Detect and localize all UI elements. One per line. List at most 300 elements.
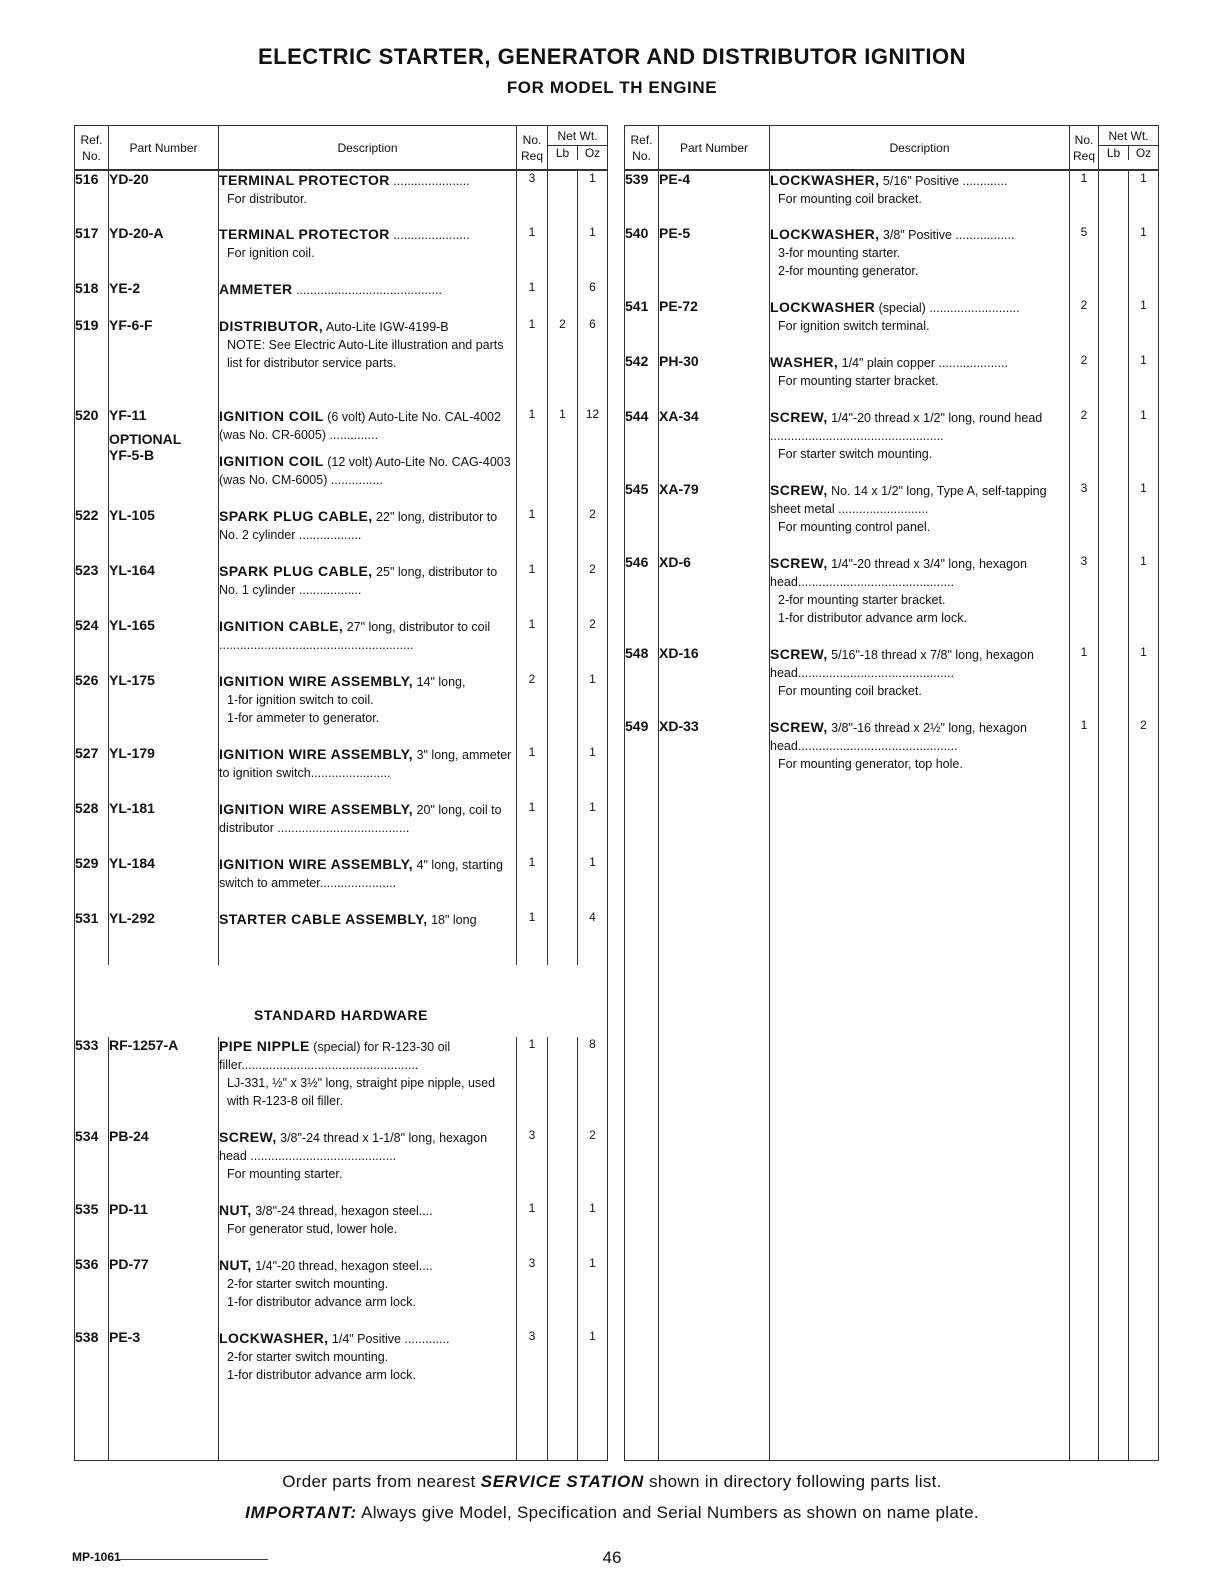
item-detail: 3/8"-24 thread, hexagon steel....: [255, 1204, 433, 1218]
weight-oz: 2: [578, 617, 608, 672]
weight-oz: 6: [578, 317, 608, 407]
quantity-required: 3: [517, 1128, 548, 1201]
table-row: [75, 225, 608, 280]
weight-oz: 1: [578, 1256, 608, 1329]
description-line: [219, 1201, 516, 1220]
item-name: IGNITION CABLE,: [219, 618, 344, 634]
part-number-value: PD-77: [109, 1256, 149, 1272]
item-detail: 1/4" plain copper ....................: [841, 356, 1008, 370]
alt-item-name: IGNITION COIL: [219, 453, 324, 469]
col-oz: Oz: [1135, 146, 1152, 160]
part-number: [109, 562, 219, 617]
weight-oz: 1: [578, 745, 608, 800]
table-row: [625, 481, 1159, 554]
item-detail: 1/4" Positive .............: [331, 1332, 450, 1346]
quantity-required: 1: [517, 507, 548, 562]
part-number-value: YD-20-A: [109, 225, 164, 241]
part-number-value: XD-6: [659, 554, 691, 570]
item-name: IGNITION WIRE ASSEMBLY,: [219, 856, 414, 872]
item-name: IGNITION WIRE ASSEMBLY,: [219, 801, 414, 817]
quantity-required: 1: [517, 407, 548, 507]
alt-description-line: [219, 452, 516, 489]
description: [219, 672, 517, 745]
description: [770, 554, 1070, 645]
description-line: [219, 1128, 516, 1165]
item-name: SCREW,: [770, 646, 828, 662]
table-row: [75, 855, 608, 910]
part-number: [109, 910, 219, 965]
order-note-pre: Order parts from nearest: [282, 1472, 476, 1491]
item-note: 2-for starter switch mounting.: [227, 1277, 389, 1291]
description-line: [219, 910, 516, 929]
col-lb: Lb: [1099, 146, 1129, 160]
item-name: IGNITION WIRE ASSEMBLY,: [219, 673, 414, 689]
ref-number: 526: [75, 672, 109, 745]
part-number: [659, 408, 770, 481]
description-line: [770, 645, 1069, 682]
weight-lb: [1099, 718, 1129, 1461]
quantity-required: 1: [517, 855, 548, 910]
ref-number: 534: [75, 1128, 109, 1201]
item-detail: 1/4"-20 thread x 3/4" long, hexagon head.............................................: [770, 557, 1027, 589]
item-detail: 27" long, distributor to coil ........................................................: [219, 620, 491, 652]
ref-number: 528: [75, 800, 109, 855]
page-subtitle: FOR MODEL TH ENGINE: [506, 78, 718, 97]
weight-oz: 1: [578, 672, 608, 745]
weight-oz: 1: [578, 170, 608, 225]
weight-oz: 2: [578, 562, 608, 617]
item-name: TERMINAL PROTECTOR: [219, 172, 390, 188]
description: [219, 1256, 517, 1329]
part-number-value: XA-34: [659, 408, 699, 424]
weight-lb: [548, 280, 578, 317]
description-line: [219, 1256, 516, 1275]
description: [770, 645, 1070, 718]
part-number: [109, 317, 219, 407]
page-title: ELECTRIC STARTER, GENERATOR AND DISTRIBUTOR IGNITION: [257, 44, 966, 69]
part-number-value: YL-105: [109, 507, 155, 523]
important-text: Always give Model, Specification and Serial Numbers as shown on name plate.: [361, 1503, 979, 1522]
item-name: PIPE NIPPLE: [219, 1038, 310, 1054]
quantity-required: 2: [1070, 298, 1099, 353]
weight-oz: 1: [1129, 554, 1159, 645]
table-row: [75, 280, 608, 317]
parts-table-right: [624, 125, 1159, 1461]
quantity-required: 1: [517, 562, 548, 617]
description-line: [219, 1329, 516, 1348]
quantity-required: 1: [517, 745, 548, 800]
item-note: 2-for mounting starter bracket.: [778, 593, 946, 607]
quantity-required: 1: [517, 225, 548, 280]
weight-lb: [548, 507, 578, 562]
description-line: [770, 353, 1069, 372]
weight-oz: 8: [578, 1037, 608, 1128]
item-name: SCREW,: [770, 482, 828, 498]
weight-lb: [548, 672, 578, 745]
part-number: [109, 800, 219, 855]
ref-number: 542: [625, 353, 659, 408]
weight-oz: 1: [1129, 353, 1159, 408]
quantity-required: 1: [517, 280, 548, 317]
table-row: [75, 170, 608, 225]
col-part-number: Part Number: [109, 126, 219, 171]
table-row: [625, 718, 1159, 1461]
weight-lb: [548, 617, 578, 672]
description: [219, 1128, 517, 1201]
item-note: 3-for mounting starter.: [778, 246, 901, 260]
weight-lb: [548, 910, 578, 965]
item-note: For mounting coil bracket.: [778, 192, 922, 206]
part-number-value: XD-33: [659, 718, 699, 734]
item-note: 1-for distributor advance arm lock.: [778, 611, 967, 625]
weight-lb: [1099, 298, 1129, 353]
item-detail: ......................: [393, 174, 470, 188]
part-number-value: YE-2: [109, 280, 141, 296]
part-number-value: YL-175: [109, 672, 155, 688]
weight-oz: 1: [578, 1201, 608, 1256]
col-ref: Ref. No.: [625, 126, 659, 171]
item-detail: (special) ..........................: [878, 301, 1020, 315]
part-number-value: PB-24: [109, 1128, 149, 1144]
description-line: [219, 225, 516, 244]
table-row: [625, 353, 1159, 408]
ref-number: 533: [75, 1037, 109, 1128]
item-detail: (special) for R-123-30 oil filler...................................................: [219, 1040, 451, 1072]
ref-number: 536: [75, 1256, 109, 1329]
weight-oz: 1: [1129, 408, 1159, 481]
weight-oz: 4: [578, 910, 608, 965]
ref-number: 518: [75, 280, 109, 317]
quantity-required: 1: [1070, 718, 1099, 1461]
item-note: For generator stud, lower hole.: [227, 1222, 398, 1236]
part-number-value: RF-1257-A: [109, 1037, 179, 1053]
item-note: For mounting starter bracket.: [778, 374, 939, 388]
weight-oz: 1: [1129, 170, 1159, 225]
item-detail: Auto-Lite IGW-4199-B: [325, 320, 449, 334]
description-line: [219, 672, 516, 691]
item-name: SCREW,: [770, 555, 828, 571]
part-number-value: YL-181: [109, 800, 155, 816]
part-number: [109, 170, 219, 225]
description: [770, 298, 1070, 353]
table-row: [625, 298, 1159, 353]
important-label: IMPORTANT:: [245, 1503, 357, 1522]
ref-number: 546: [625, 554, 659, 645]
weight-lb: [1099, 481, 1129, 554]
col-req: No. Req: [517, 126, 548, 171]
item-detail: 18" long: [431, 913, 477, 927]
weight-lb: [548, 1037, 578, 1128]
item-detail: (6 volt) Auto-Lite No. CAL-4002 (was No. CR-6005) ..............: [219, 410, 501, 442]
item-note: 1-for ignition switch to coil.: [227, 693, 374, 707]
weight-oz: 2: [578, 1128, 608, 1201]
part-number: [659, 298, 770, 353]
item-detail: 3" long, ammeter to ignition switch.......................: [219, 748, 512, 780]
item-detail: 20" long, coil to distributor ......................................: [219, 803, 502, 835]
description: [219, 170, 517, 225]
quantity-required: 1: [517, 617, 548, 672]
description: [219, 507, 517, 562]
part-number: [109, 225, 219, 280]
description-line: [219, 1037, 516, 1074]
quantity-required: 5: [1070, 225, 1099, 298]
description: [770, 481, 1070, 554]
table-row: [625, 645, 1159, 718]
weight-lb: [548, 1256, 578, 1329]
part-number: [109, 855, 219, 910]
item-note: For ignition coil.: [227, 246, 315, 260]
description: [219, 1201, 517, 1256]
table-row: [75, 800, 608, 855]
col-net-wt-label: Net Wt.: [1108, 129, 1149, 143]
quantity-required: 3: [1070, 481, 1099, 554]
description-line: [770, 408, 1069, 445]
description-line: [770, 298, 1069, 317]
part-number-value: PE-3: [109, 1329, 141, 1345]
part-number-value: PE-4: [659, 171, 691, 187]
description: [219, 855, 517, 910]
item-detail: 5/16"-18 thread x 7/8" long, hexagon head.............................................: [770, 648, 1034, 680]
item-note: 2-for mounting generator.: [778, 264, 919, 278]
description: [219, 617, 517, 672]
item-name: AMMETER: [219, 281, 293, 297]
part-number: [109, 280, 219, 317]
weight-oz: 2: [578, 507, 608, 562]
part-number: [659, 170, 770, 225]
ref-number: 529: [75, 855, 109, 910]
weight-lb: [548, 1128, 578, 1201]
col-part-number: Part Number: [659, 126, 770, 171]
description-line: [219, 562, 516, 599]
quantity-required: 1: [517, 1037, 548, 1128]
item-note: NOTE: See Electric Auto-Lite illustration and parts list for distributor service parts.: [227, 338, 504, 370]
part-number: [109, 507, 219, 562]
ref-number: 516: [75, 170, 109, 225]
description-line: [219, 171, 516, 190]
quantity-required: 1: [517, 910, 548, 965]
item-detail: 3/8" Positive .................: [882, 228, 1015, 242]
table-row: [75, 1128, 608, 1201]
item-name: IGNITION COIL: [219, 408, 324, 424]
description: [219, 280, 517, 317]
item-detail: 1/4"-20 thread, hexagon steel....: [255, 1259, 433, 1273]
table-row: [75, 672, 608, 745]
weight-oz: 12: [578, 407, 608, 507]
part-number: [659, 554, 770, 645]
weight-oz: 1: [1129, 481, 1159, 554]
ref-number: 531: [75, 910, 109, 965]
part-number: [109, 617, 219, 672]
quantity-required: 1: [1070, 170, 1099, 225]
item-note: For starter switch mounting.: [778, 447, 933, 461]
parts-table-left: [74, 125, 608, 1461]
weight-oz: 1: [578, 1329, 608, 1461]
item-detail: 3/8"-24 thread x 1-1/8" long, hexagon head ..........................................: [219, 1131, 488, 1163]
part-number-value: PE-72: [659, 298, 698, 314]
section-heading: STANDARD HARDWARE: [253, 1007, 429, 1023]
description: [219, 317, 517, 407]
ref-number: 539: [625, 170, 659, 225]
col-ref: Ref. No.: [75, 126, 109, 171]
weight-lb: [548, 170, 578, 225]
quantity-required: 1: [517, 800, 548, 855]
important-note: [0, 1503, 1224, 1523]
weight-lb: [548, 1329, 578, 1461]
weight-lb: [1099, 225, 1129, 298]
table-row: [75, 1201, 608, 1256]
part-number-value: YD-20: [109, 171, 149, 187]
item-name: LOCKWASHER,: [770, 226, 880, 242]
col-description: Description: [219, 126, 517, 171]
col-net-wt: [1099, 126, 1159, 171]
quantity-required: 3: [517, 170, 548, 225]
table-row: [75, 745, 608, 800]
item-detail: 1/4"-20 thread x 1/2" long, round head ..................................................: [770, 411, 1043, 443]
table-row: [625, 554, 1159, 645]
description-line: [219, 855, 516, 892]
weight-lb: [1099, 170, 1129, 225]
weight-oz: 2: [1129, 718, 1159, 1461]
item-note: For mounting starter.: [227, 1167, 343, 1181]
weight-oz: 1: [1129, 225, 1159, 298]
ref-number: 523: [75, 562, 109, 617]
part-number-value: PD-11: [109, 1201, 148, 1217]
description-line: [219, 280, 516, 299]
order-note: [0, 1472, 1224, 1492]
table-row: [75, 617, 608, 672]
description: [770, 225, 1070, 298]
part-number: [109, 1201, 219, 1256]
part-number-value: YL-164: [109, 562, 155, 578]
item-note: LJ-331, ½" x 3½" long, straight pipe nipple, used with R-123-8 oil filler.: [227, 1076, 496, 1108]
description: [770, 718, 1070, 1461]
part-number: [659, 481, 770, 554]
quantity-required: 2: [1070, 353, 1099, 408]
item-name: LOCKWASHER: [770, 299, 876, 315]
item-name: TERMINAL PROTECTOR: [219, 226, 390, 242]
table-row: [75, 407, 608, 507]
weight-lb: [548, 855, 578, 910]
part-number-value: XA-79: [659, 481, 699, 497]
item-name: SCREW,: [770, 409, 828, 425]
part-number-value: PE-5: [659, 225, 691, 241]
optional-label: OPTIONAL: [109, 431, 182, 447]
section-heading-cell: [75, 965, 608, 1037]
description: [219, 800, 517, 855]
ref-number: 540: [625, 225, 659, 298]
weight-lb: 2: [548, 317, 578, 407]
description: [770, 170, 1070, 225]
part-number-value: YL-165: [109, 617, 155, 633]
document-code: MP-1061: [72, 1550, 121, 1564]
col-description: Description: [770, 126, 1070, 171]
table-row: [625, 408, 1159, 481]
item-detail: 22" long, distributor to No. 2 cylinder ..................: [219, 510, 498, 542]
item-note: 1-for ammeter to generator.: [227, 711, 380, 725]
alt-item-detail: (12 volt) Auto-Lite No. CAG-4003 (was No. CM-6005) ...............: [219, 455, 511, 487]
service-station-label: SERVICE STATION: [480, 1472, 645, 1491]
quantity-required: 1: [517, 317, 548, 407]
table-row: [75, 562, 608, 617]
ref-number: 520: [75, 407, 109, 507]
ref-number: 538: [75, 1329, 109, 1461]
item-name: NUT,: [219, 1257, 252, 1273]
description-line: [219, 317, 516, 336]
quantity-required: 3: [517, 1329, 548, 1461]
ref-number: 522: [75, 507, 109, 562]
description: [219, 1329, 517, 1461]
col-req: No. Req: [1070, 126, 1099, 171]
col-oz: Oz: [584, 146, 601, 160]
description-line: [219, 407, 516, 444]
description-line: [770, 554, 1069, 591]
item-detail: 4" long, starting switch to ammeter......................: [219, 858, 503, 890]
description: [219, 225, 517, 280]
weight-lb: [1099, 353, 1129, 408]
item-detail: 14" long,: [416, 675, 466, 689]
col-net-wt-label: Net Wt.: [557, 129, 598, 143]
item-name: LOCKWASHER,: [219, 1330, 329, 1346]
description-line: [219, 745, 516, 782]
quantity-required: 1: [517, 1201, 548, 1256]
item-note: For ignition switch terminal.: [778, 319, 930, 333]
item-name: NUT,: [219, 1202, 252, 1218]
part-number: [109, 1128, 219, 1201]
quantity-required: 3: [517, 1256, 548, 1329]
alt-part-number: YF-5-B: [109, 447, 155, 463]
part-number: [659, 645, 770, 718]
weight-lb: [548, 1201, 578, 1256]
part-number-value: YL-292: [109, 910, 155, 926]
description: [219, 562, 517, 617]
description: [770, 408, 1070, 481]
item-name: SCREW,: [219, 1129, 277, 1145]
ref-number: 519: [75, 317, 109, 407]
item-name: SPARK PLUG CABLE,: [219, 508, 373, 524]
item-detail: ......................: [393, 228, 470, 242]
item-detail: ..........................................: [296, 283, 442, 297]
table-row: [625, 170, 1159, 225]
part-number-value: YL-179: [109, 745, 155, 761]
description-line: [770, 225, 1069, 244]
description-line: [219, 800, 516, 837]
weight-lb: [548, 800, 578, 855]
item-note: For distributor.: [227, 192, 307, 206]
item-name: IGNITION WIRE ASSEMBLY,: [219, 746, 414, 762]
description: [770, 353, 1070, 408]
item-note: For mounting generator, top hole.: [778, 757, 963, 771]
item-name: LOCKWASHER,: [770, 172, 880, 188]
description: [219, 745, 517, 800]
description: [219, 407, 517, 507]
description-line: [219, 507, 516, 544]
item-name: DISTRIBUTOR,: [219, 318, 324, 334]
col-net-wt: [548, 126, 608, 171]
item-detail: 3/8"-16 thread x 2½" long, hexagon head..............................................: [770, 721, 1027, 753]
part-number: [659, 225, 770, 298]
weight-lb: [1099, 645, 1129, 718]
weight-oz: 1: [578, 225, 608, 280]
ref-number: 544: [625, 408, 659, 481]
part-number-value: PH-30: [659, 353, 699, 369]
table-row: [75, 507, 608, 562]
description-line: [219, 617, 516, 654]
item-note: 1-for distributor advance arm lock.: [227, 1368, 416, 1382]
section-row: [75, 965, 608, 1037]
ref-number: 517: [75, 225, 109, 280]
order-note-post: shown in directory following parts list.: [649, 1472, 942, 1491]
item-detail: 5/16" Positive .............: [882, 174, 1008, 188]
